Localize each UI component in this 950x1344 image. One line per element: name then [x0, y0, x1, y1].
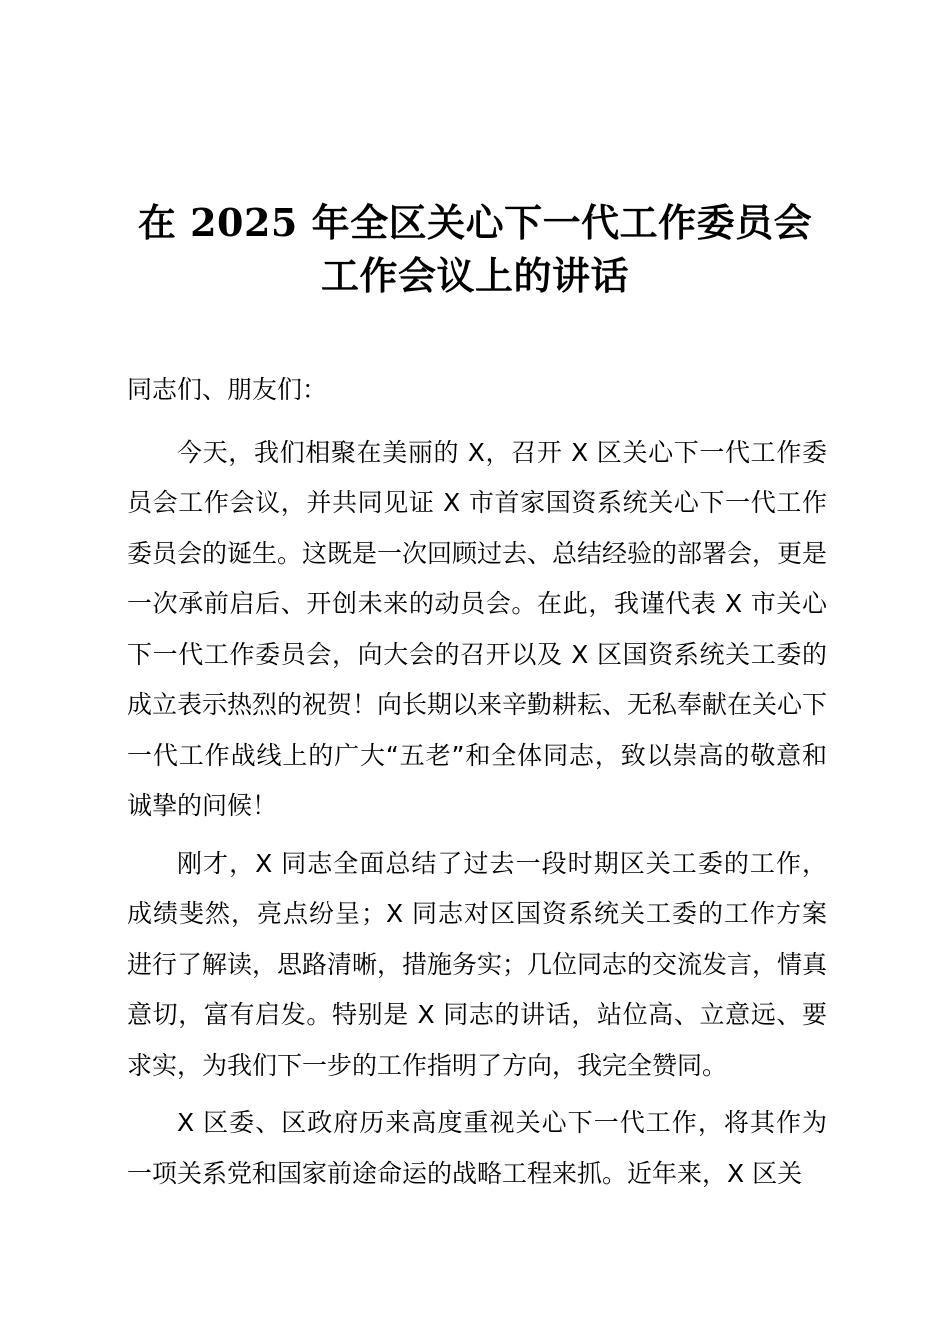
paragraph-1: 今天，我们相聚在美丽的 X，召开 X 区关心下一代工作委员会工作会议，并共同见证 X 市首家国资系统关心下一代工作委员会的诞生。这既是一次回顾过去、总结经验的部署会，更是一次承前启后、开创未来的动员会。在此，我谨代表 X 市关心下一代工作委员会，向大会的召开以及 X 区国资系统关工委的成立表示热烈的祝贺！向长期以来辛勤耕耘、无私奉献在关心下一代工作战线上的广大“五老”和全体同志，致以崇高的敬意和诚挚的问候！	[127, 437, 828, 820]
paragraph-3: X 区委、区政府历来高度重视关心下一代工作，将其作为一项关系党和国家前途命运的战略工程来抓。近年来，X 区关	[127, 1108, 827, 1188]
document-body	[127, 365, 827, 1206]
salutation: 同志们、朋友们：	[127, 375, 328, 404]
document-title: 在 2025 年全区关心下一代工作委员会工作会议上的讲话	[137, 200, 813, 298]
paragraph-2: 刚才，X 同志全面总结了过去一段时期区关工委的工作，成绩斐然，亮点纷呈；X 同志对区国资系统关工委的工作方案进行了解读，思路清晰，措施务实；几位同志的交流发言，情真意切，富有启发。特别是 X 同志的讲话，站位高、立意远、要求实，为我们下一步的工作指明了方向，我完全赞同。	[127, 848, 828, 1080]
